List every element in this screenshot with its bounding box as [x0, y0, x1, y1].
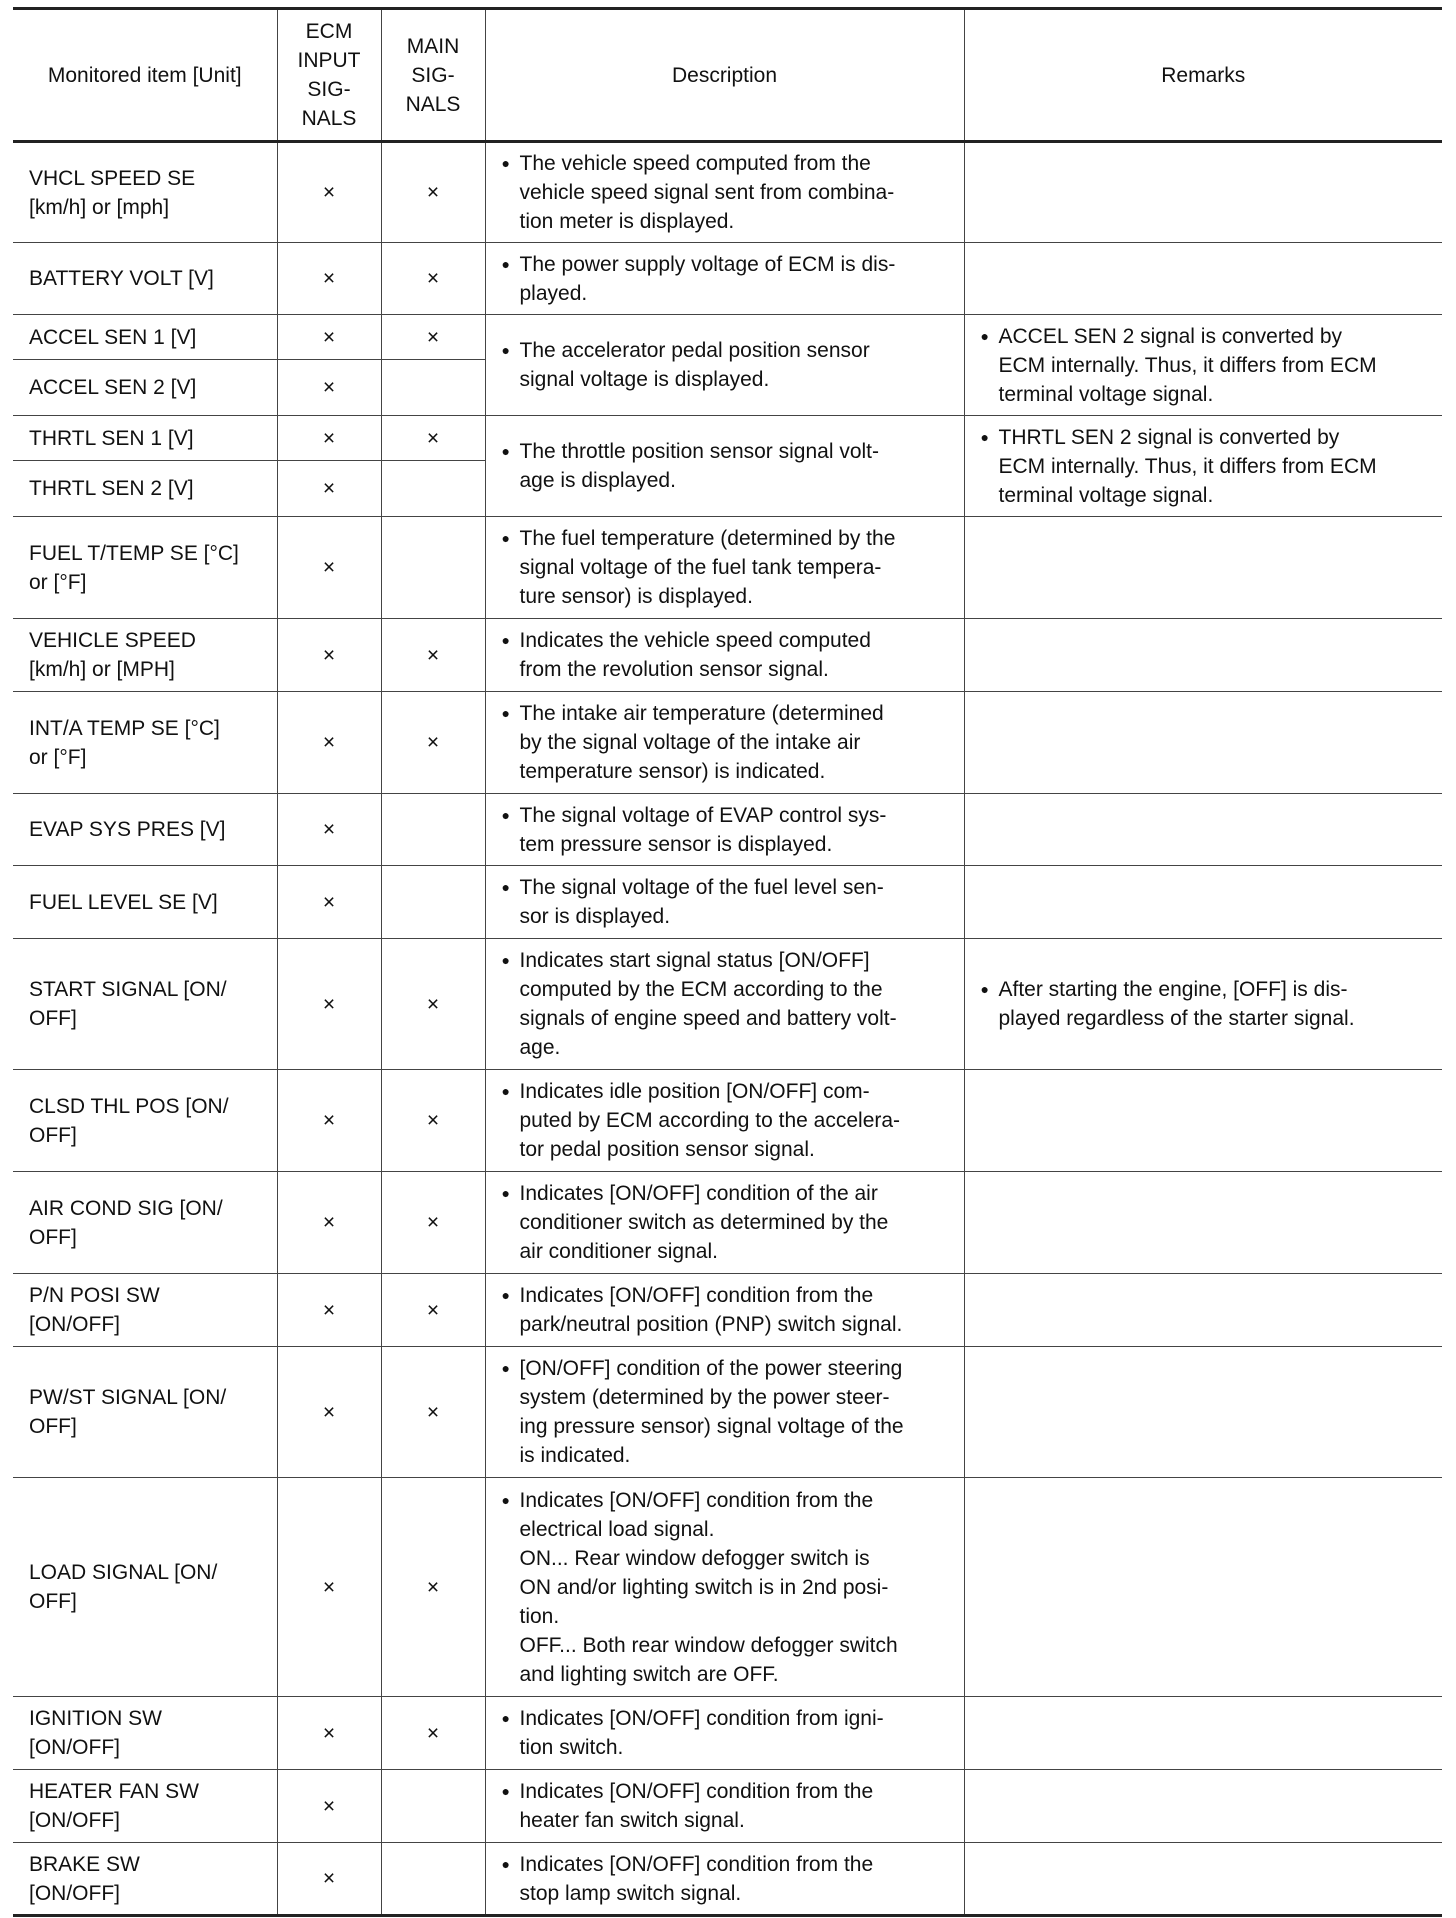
description-bullet: [502, 1704, 954, 1762]
description-bullet-text: The intake air temperature (determined by the signal voltage of the intake air temperature sensor) is indicated.: [519, 702, 884, 783]
main-signal-mark: ×: [381, 1172, 485, 1274]
description-bullet: [502, 524, 954, 611]
description-bullet-text: Indicates [ON/OFF] condition from igni- tion switch.: [519, 1707, 884, 1759]
remarks-cell: [964, 619, 1442, 692]
remarks-bullet: [981, 975, 1433, 1033]
remarks-bullet-text: THRTL SEN 2 signal is converted by ECM internally. Thus, it differs from ECM terminal voltage signal.: [998, 425, 1377, 507]
description-bullet: [502, 946, 954, 1062]
header-remarks: Remarks: [964, 9, 1442, 142]
main-signal-mark: [381, 794, 485, 866]
header-main-signals: MAIN SIG- NALS: [381, 9, 485, 142]
description-bullet-text: The throttle position sensor signal volt- age is displayed.: [519, 440, 880, 492]
monitored-item-label: P/N POSI SW [ON/OFF]: [29, 1284, 160, 1336]
ecm-input-signal-mark: ×: [277, 461, 381, 517]
table-row: [13, 692, 1442, 794]
header-description: Description: [485, 9, 964, 142]
main-signal-mark: ×: [381, 1274, 485, 1347]
remarks-cell: [964, 517, 1442, 619]
monitored-item-label: AIR COND SIG [ON/ OFF]: [29, 1196, 223, 1249]
main-signal-mark: ×: [381, 315, 485, 360]
remarks-cell: [964, 142, 1442, 243]
main-signal-mark: ×: [381, 619, 485, 692]
monitored-item-label: THRTL SEN 1 [V]: [29, 426, 194, 450]
ecm-input-signal-mark: ×: [277, 1843, 381, 1916]
table-row: [13, 416, 1442, 461]
ecm-input-signal-mark: ×: [277, 1697, 381, 1770]
description-bullet: [502, 437, 954, 495]
ecm-input-signal-mark: ×: [277, 1770, 381, 1843]
monitored-item-cell: [13, 1274, 277, 1347]
ecm-input-signal-mark: ×: [277, 517, 381, 619]
bullet-icon: ●: [980, 327, 989, 344]
description-bullet: [502, 873, 954, 931]
monitored-item-label: PW/ST SIGNAL [ON/ OFF]: [29, 1386, 227, 1438]
monitored-item-cell: [13, 794, 277, 866]
monitored-item-label: VEHICLE SPEED [km/h] or [MPH]: [29, 629, 196, 681]
monitored-item-cell: [13, 939, 277, 1070]
main-signal-mark: ×: [381, 142, 485, 243]
monitored-item-cell: [13, 866, 277, 939]
description-cell: [485, 1770, 964, 1843]
description-cell: [485, 692, 964, 794]
monitored-item-label: START SIGNAL [ON/ OFF]: [29, 978, 227, 1030]
main-signal-mark: ×: [381, 939, 485, 1070]
bullet-icon: ●: [501, 155, 510, 171]
table-row: [13, 517, 1442, 619]
ecm-input-signal-mark: ×: [277, 315, 381, 360]
monitored-item-cell: [13, 1478, 277, 1697]
monitored-item-cell: [13, 692, 277, 794]
ecm-input-signal-mark: ×: [277, 1347, 381, 1478]
bullet-icon: ●: [501, 1491, 510, 1508]
monitored-item-cell: [13, 1697, 277, 1770]
table-row: [13, 619, 1442, 692]
monitored-item-label: ACCEL SEN 2 [V]: [29, 376, 197, 399]
description-bullet-text: The power supply voltage of ECM is dis- played.: [519, 252, 896, 305]
table-row: [13, 1697, 1442, 1770]
monitored-item-cell: [13, 142, 277, 243]
description-cell: [485, 142, 964, 243]
monitored-item-label: FUEL T/TEMP SE [°C] or [°F]: [29, 541, 239, 594]
main-signal-mark: ×: [381, 416, 485, 461]
description-cell: [485, 866, 964, 939]
remarks-cell: [964, 315, 1442, 416]
description-cell: [485, 794, 964, 866]
description-bullet-text: Indicates [ON/OFF] condition from the heater fan switch signal.: [519, 1780, 874, 1832]
main-signal-mark: ×: [381, 1070, 485, 1172]
monitored-item-label: BATTERY VOLT [V]: [29, 267, 214, 290]
monitored-item-label: CLSD THL POS [ON/ OFF]: [29, 1094, 229, 1147]
bullet-icon: ●: [501, 1360, 510, 1376]
monitored-item-cell: [13, 1172, 277, 1274]
monitored-item-label: FUEL LEVEL SE [V]: [29, 890, 218, 914]
description-bullet: [502, 1354, 954, 1470]
ecm-input-signal-mark: ×: [277, 360, 381, 416]
remarks-cell: [964, 1172, 1442, 1274]
table-row: [13, 866, 1442, 939]
monitored-item-cell: [13, 360, 277, 416]
remarks-cell: [964, 794, 1442, 866]
remarks-bullet: [981, 423, 1433, 510]
description-bullet-text: Indicates [ON/OFF] condition of the air conditioner switch as determined by the air conditioner signal.: [519, 1182, 889, 1263]
table-row: [13, 243, 1442, 315]
remarks-cell: [964, 243, 1442, 315]
bullet-icon: ●: [501, 705, 510, 721]
description-bullet: [502, 149, 954, 236]
description-bullet: [502, 1077, 954, 1164]
bullet-icon: ●: [501, 1185, 510, 1201]
remarks-bullet-text: ACCEL SEN 2 signal is converted by ECM internally. Thus, it differs from ECM terminal voltage signal.: [998, 324, 1377, 406]
description-bullet-text: Indicates the vehicle speed computed from the revolution sensor signal.: [519, 629, 871, 681]
monitored-item-label: IGNITION SW [ON/OFF]: [29, 1707, 162, 1759]
ecm-input-signal-mark: ×: [277, 142, 381, 243]
description-cell: [485, 1843, 964, 1916]
table-row: [13, 1347, 1442, 1478]
description-bullet-text: The vehicle speed computed from the vehicle speed signal sent from combina- tion meter is displayed.: [519, 152, 895, 233]
remarks-cell: [964, 1770, 1442, 1843]
monitored-item-label: LOAD SIGNAL [ON/ OFF]: [29, 1561, 218, 1613]
bullet-icon: ●: [980, 428, 989, 445]
ecm-input-signal-mark: ×: [277, 692, 381, 794]
ecm-input-signal-mark: ×: [277, 939, 381, 1070]
description-bullet: [502, 1281, 954, 1339]
bullet-icon: ●: [501, 632, 510, 648]
description-bullet-text: Indicates [ON/OFF] condition from the stop lamp switch signal.: [519, 1852, 874, 1905]
main-signal-mark: ×: [381, 1478, 485, 1697]
bullet-icon: ●: [501, 342, 510, 358]
ecm-input-signal-mark: ×: [277, 1274, 381, 1347]
table-row: [13, 1274, 1442, 1347]
table-row: [13, 1770, 1442, 1843]
description-bullet-text: The signal voltage of the fuel level sen- sor is displayed.: [519, 876, 884, 928]
description-cell: [485, 315, 964, 416]
monitored-item-label: ACCEL SEN 1 [V]: [29, 325, 197, 349]
description-bullet-text: Indicates [ON/OFF] condition from the electrical load signal. ON... Rear window defogger switch is ON and/or lighting switch is in 2nd posi- tion. OFF... Both rear window defogger switch and lighting switch are OFF.: [519, 1488, 898, 1686]
remarks-cell: [964, 1697, 1442, 1770]
bullet-icon: ●: [501, 806, 510, 823]
description-bullet: [502, 1777, 954, 1835]
description-bullet-text: The accelerator pedal position sensor signal voltage is displayed.: [519, 339, 870, 391]
table-row: [13, 1478, 1442, 1697]
monitored-item-label: BRAKE SW [ON/OFF]: [29, 1852, 140, 1905]
main-signal-mark: ×: [381, 243, 485, 315]
table-row: [13, 1070, 1442, 1172]
monitored-item-cell: [13, 1843, 277, 1916]
monitored-item-cell: [13, 1070, 277, 1172]
description-cell: [485, 1347, 964, 1478]
monitored-item-cell: [13, 619, 277, 692]
main-signal-mark: [381, 866, 485, 939]
remarks-cell: [964, 1478, 1442, 1697]
ecm-input-signal-mark: ×: [277, 619, 381, 692]
description-cell: [485, 1172, 964, 1274]
monitored-item-label: VHCL SPEED SE [km/h] or [mph]: [29, 166, 196, 219]
main-signal-mark: [381, 1770, 485, 1843]
remarks-cell: [964, 1843, 1442, 1916]
ecm-input-signal-mark: ×: [277, 1070, 381, 1172]
table-row: [13, 794, 1442, 866]
header-row: [13, 9, 1442, 142]
description-cell: [485, 1697, 964, 1770]
description-cell: [485, 619, 964, 692]
monitored-item-label: EVAP SYS PRES [V]: [29, 818, 226, 841]
table-row: [13, 1843, 1442, 1916]
main-signal-mark: ×: [381, 1347, 485, 1478]
ecm-input-signal-mark: ×: [277, 794, 381, 866]
bullet-icon: ●: [501, 1083, 510, 1099]
remarks-cell: [964, 1347, 1442, 1478]
monitored-item-label: HEATER FAN SW [ON/OFF]: [29, 1780, 199, 1832]
description-cell: [485, 416, 964, 517]
table-row: [13, 939, 1442, 1070]
remarks-cell: [964, 939, 1442, 1070]
table-body: [13, 142, 1442, 1916]
bullet-icon: ●: [501, 879, 510, 895]
main-signal-mark: [381, 517, 485, 619]
description-bullet-text: Indicates [ON/OFF] condition from the park/neutral position (PNP) switch signal.: [519, 1284, 903, 1336]
monitored-item-cell: [13, 461, 277, 517]
description-bullet-text: Indicates start signal status [ON/OFF] computed by the ECM according to the signals of engine speed and battery volt- age.: [519, 949, 897, 1059]
monitored-item-label: INT/A TEMP SE [°C] or [°F]: [29, 716, 220, 769]
description-bullet-text: Indicates idle position [ON/OFF] com- puted by ECM according to the accelera- tor pedal position sensor signal.: [519, 1080, 901, 1161]
ecm-input-signal-mark: ×: [277, 1478, 381, 1697]
monitored-item-label: THRTL SEN 2 [V]: [29, 477, 194, 500]
main-signal-mark: ×: [381, 1697, 485, 1770]
description-cell: [485, 939, 964, 1070]
main-signal-mark: [381, 360, 485, 416]
remarks-cell: [964, 416, 1442, 517]
description-bullet: [502, 801, 954, 859]
bullet-icon: ●: [980, 981, 989, 997]
remarks-bullet: [981, 322, 1433, 409]
ecm-input-signal-mark: ×: [277, 416, 381, 461]
bullet-icon: ●: [501, 443, 510, 459]
description-cell: [485, 517, 964, 619]
monitored-item-cell: [13, 243, 277, 315]
monitored-item-cell: [13, 517, 277, 619]
description-cell: [485, 243, 964, 315]
description-cell: [485, 1478, 964, 1697]
main-signal-mark: [381, 1843, 485, 1916]
bullet-icon: ●: [501, 952, 510, 968]
description-bullet-text: The signal voltage of EVAP control sys- tem pressure sensor is displayed.: [519, 803, 887, 856]
description-bullet: [502, 626, 954, 684]
remarks-bullet-text: After starting the engine, [OFF] is dis- played regardless of the starter signal.: [998, 978, 1355, 1030]
remarks-cell: [964, 1274, 1442, 1347]
ecm-input-signal-mark: ×: [277, 866, 381, 939]
description-bullet: [502, 699, 954, 786]
bullet-icon: ●: [501, 1783, 510, 1799]
main-signal-mark: ×: [381, 692, 485, 794]
table-row: [13, 315, 1442, 360]
remarks-cell: [964, 866, 1442, 939]
remarks-cell: [964, 692, 1442, 794]
ecm-input-signal-mark: ×: [277, 1172, 381, 1274]
header-monitored-item: Monitored item [Unit]: [13, 9, 277, 142]
description-bullet: [502, 1179, 954, 1266]
monitored-item-cell: [13, 1347, 277, 1478]
table-row: [13, 1172, 1442, 1274]
description-cell: [485, 1274, 964, 1347]
remarks-cell: [964, 1070, 1442, 1172]
bullet-icon: ●: [501, 1855, 510, 1872]
bullet-icon: ●: [501, 255, 510, 272]
description-bullet: [502, 1850, 954, 1908]
bullet-icon: ●: [501, 1287, 510, 1303]
description-bullet: [502, 250, 954, 308]
ecm-input-signal-mark: ×: [277, 243, 381, 315]
description-bullet-text: [ON/OFF] condition of the power steering system (determined by the power steer- ing pressure sensor) signal voltage of the is indicated.: [519, 1357, 904, 1467]
description-cell: [485, 1070, 964, 1172]
description-bullet: [502, 336, 954, 394]
monitor-item-table: [13, 7, 1442, 1917]
header-ecm-input-signals: ECM INPUT SIG- NALS: [277, 9, 381, 142]
bullet-icon: ●: [501, 530, 510, 546]
main-signal-mark: [381, 461, 485, 517]
description-bullet: [502, 1486, 954, 1689]
monitored-item-cell: [13, 1770, 277, 1843]
table-row: [13, 142, 1442, 243]
bullet-icon: ●: [501, 1710, 510, 1726]
monitored-item-cell: [13, 416, 277, 461]
monitored-item-cell: [13, 315, 277, 360]
description-bullet-text: The fuel temperature (determined by the signal voltage of the fuel tank tempera- ture sensor) is displayed.: [519, 527, 896, 608]
